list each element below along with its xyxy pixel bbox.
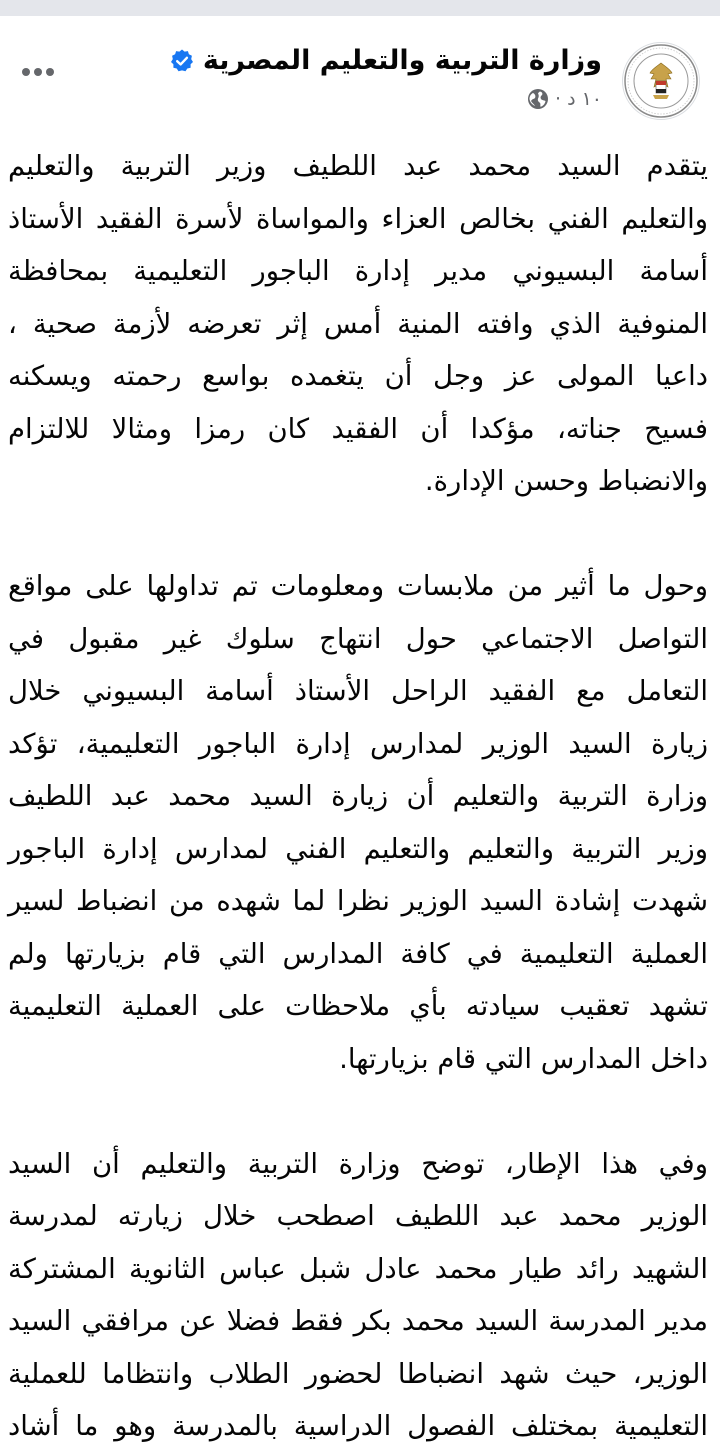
text-line: التعليمية بمختلف الفصول الدراسية بالمدرسة وهو ما أشاد xyxy=(8,1410,708,1442)
meta-separator: · xyxy=(555,88,562,110)
text-line: والانضباط وحسن الإدارة. xyxy=(424,465,708,497)
top-strip xyxy=(0,0,720,16)
text-line: فسيح جناته، مؤكدا أن الفقيد كان رمزا ومثالا للالتزام xyxy=(8,412,708,445)
post-header xyxy=(0,16,720,128)
globe-icon[interactable] xyxy=(527,88,549,110)
text-line: التواصل الاجتماعي حول انتهاج سلوك غير مقبول في xyxy=(8,622,708,655)
text-line: الشهيد رائد طيار محمد عادل شبل عباس الثانوية المشتركة xyxy=(8,1252,708,1285)
text-line: داخل المدارس التي قام بزيارتها. xyxy=(339,1042,708,1075)
text-line: وفي هذا الإطار، توضح وزارة التربية والتعليم أن السيد xyxy=(8,1147,708,1180)
text-line: تشهد تعقيب سيادته بأي ملاحظات على العملية التعليمية xyxy=(8,990,708,1022)
post-body xyxy=(0,140,720,1453)
text-line: والتعليم الفني بخالص العزاء والمواساة لأسرة الفقيد الأستاذ xyxy=(8,202,708,235)
post-paragraph-2 xyxy=(0,560,720,1085)
text-line: العملية التعليمية في كافة المدارس التي قام بزيارتها ولم xyxy=(8,937,708,970)
text-line: وزارة التربية والتعليم أن زيارة السيد محمد عبد اللطيف xyxy=(8,780,708,812)
post-meta xyxy=(527,88,602,110)
text-line: المنوفية الذي وافته المنية أمس إثر تعرضه لأزمة صحية ، xyxy=(8,307,708,340)
text-line: وزير التربية والتعليم والتعليم الفني لمدارس إدارة الباجور xyxy=(8,832,708,865)
more-options-icon xyxy=(18,66,58,78)
text-line: شهدت إشادة السيد الوزير نظرا لما شهده من انضباط لسير xyxy=(8,885,708,917)
text-line: مدير المدرسة السيد محمد بكر فقط فضلا عن مرافقي السيد xyxy=(8,1305,708,1337)
page-name[interactable]: وزارة التربية والتعليم المصرية xyxy=(202,45,602,76)
more-options-button[interactable] xyxy=(14,52,62,92)
post-paragraph-3 xyxy=(0,1138,720,1453)
text-line: التعامل مع الفقيد الراحل الأستاذ أسامة البسيوني خلال xyxy=(8,675,708,707)
text-line: الوزير محمد عبد اللطيف اصطحب خلال زيارته لمدرسة xyxy=(8,1200,708,1232)
ministry-seal-logo xyxy=(623,43,699,119)
post-paragraph-1 xyxy=(0,140,720,508)
avatar[interactable] xyxy=(622,42,700,120)
page-name-row xyxy=(169,44,602,78)
text-line: أسامة البسيوني مدير إدارة الباجور التعليمية بمحافظة xyxy=(8,255,708,287)
text-line: وحول ما أثير من ملابسات ومعلومات تم تداولها على مواقع xyxy=(8,570,708,602)
text-line: داعيا المولى عز وجل أن يتغمده بواسع رحمته ويسكنه xyxy=(8,360,708,392)
text-line: يتقدم السيد محمد عبد اللطيف وزير التربية والتعليم xyxy=(8,150,708,182)
post-time[interactable]: ١٠ د xyxy=(567,88,602,110)
text-line: الوزير، حيث شهد انضباطا لحضور الطلاب وانتظاما للعملية xyxy=(8,1357,708,1390)
text-line: زيارة السيد الوزير لمدارس إدارة الباجور التعليمية، تؤكد xyxy=(8,727,708,760)
verified-badge-icon xyxy=(169,48,195,74)
